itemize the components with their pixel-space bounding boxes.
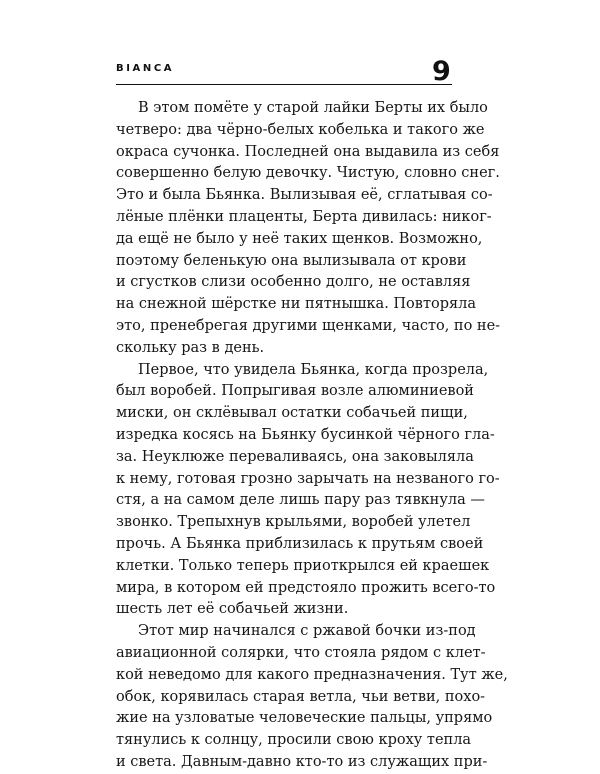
text-line: клетки. Только теперь приоткрылся ей краешек [116,557,490,574]
text-line: поэтому беленькую она вылизывала от крови [116,252,467,269]
paragraph-3 [116,621,508,774]
text-line: звонко. Трепыхнув крыльями, воробей улетел [116,514,471,531]
text-line: и сгустков слизи особенно долго, не оставляя [116,274,471,291]
text-line: к нему, готовая грозно зарычать на незваного го- [116,470,500,487]
text-line: изредка косясь на Бьянку бусинкой чёрного гла- [116,426,495,443]
text-line: совершенно белую девочку. Чистую, словно снег. [116,165,500,182]
paragraph-1 [116,98,501,360]
header-rule [116,84,452,85]
text-line: авиационной солярки, что стояла рядом с клет- [116,644,486,661]
text-line: тянулись к солнцу, просили свою кроху тепла [116,732,472,749]
text-line: жие на узловатые человеческие пальцы, упрямо [116,710,493,727]
text-line: скольку раз в день. [116,339,265,356]
text-line: Первое, что увидела Бьянка, когда прозрела, [138,361,489,378]
running-head: BIANCA [116,63,175,74]
text-line: миски, он склёвывал остатки собачьей пищи, [116,405,468,422]
body-text [116,98,508,774]
text-line: окраса сучонка. Последней она выдавила из себя [116,143,500,160]
text-line: обок, корявилась старая ветла, чьи ветви, похо- [116,688,486,705]
text-line: прочь. А Бьянка приблизилась к прутьям своей [116,535,484,552]
text-line: за. Неуклюже переваливаясь, она заковыляла [116,448,474,465]
text-line: это, пренебрегая другими щенками, часто, по не- [116,317,501,334]
text-line: стя, а на самом деле лишь пару раз тявкнула — [116,492,485,509]
text-line: Этот мир начинался с ржавой бочки из-под [138,623,476,640]
text-line: был воробей. Попрыгивая возле алюминиевой [116,383,474,400]
text-line: шесть лет её собачьей жизни. [116,601,349,618]
text-line: В этом помёте у старой лайки Берты их было [138,100,488,116]
text-line: и света. Давным-давно кто-то из служащих при- [116,753,488,770]
page-number: 9 [432,56,451,87]
text-line: да ещё не было у неё таких щенков. Возможно, [116,230,483,247]
paragraph-2 [116,360,500,622]
text-line: четверо: два чёрно-белых кобелька и такого же [116,121,485,138]
text-line: на снежной шёрстке ни пятнышка. Повторяла [116,296,476,313]
text-line: лёные плёнки плаценты, Берта дивилась: никог- [116,208,492,225]
text-line: кой неведомо для какого предназначения. Тут же, [116,666,508,683]
text-line: Это и была Бьянка. Вылизывая её, сглатывая со- [116,187,493,204]
text-line: мира, в котором ей предстояло прожить всего-то [116,579,496,596]
